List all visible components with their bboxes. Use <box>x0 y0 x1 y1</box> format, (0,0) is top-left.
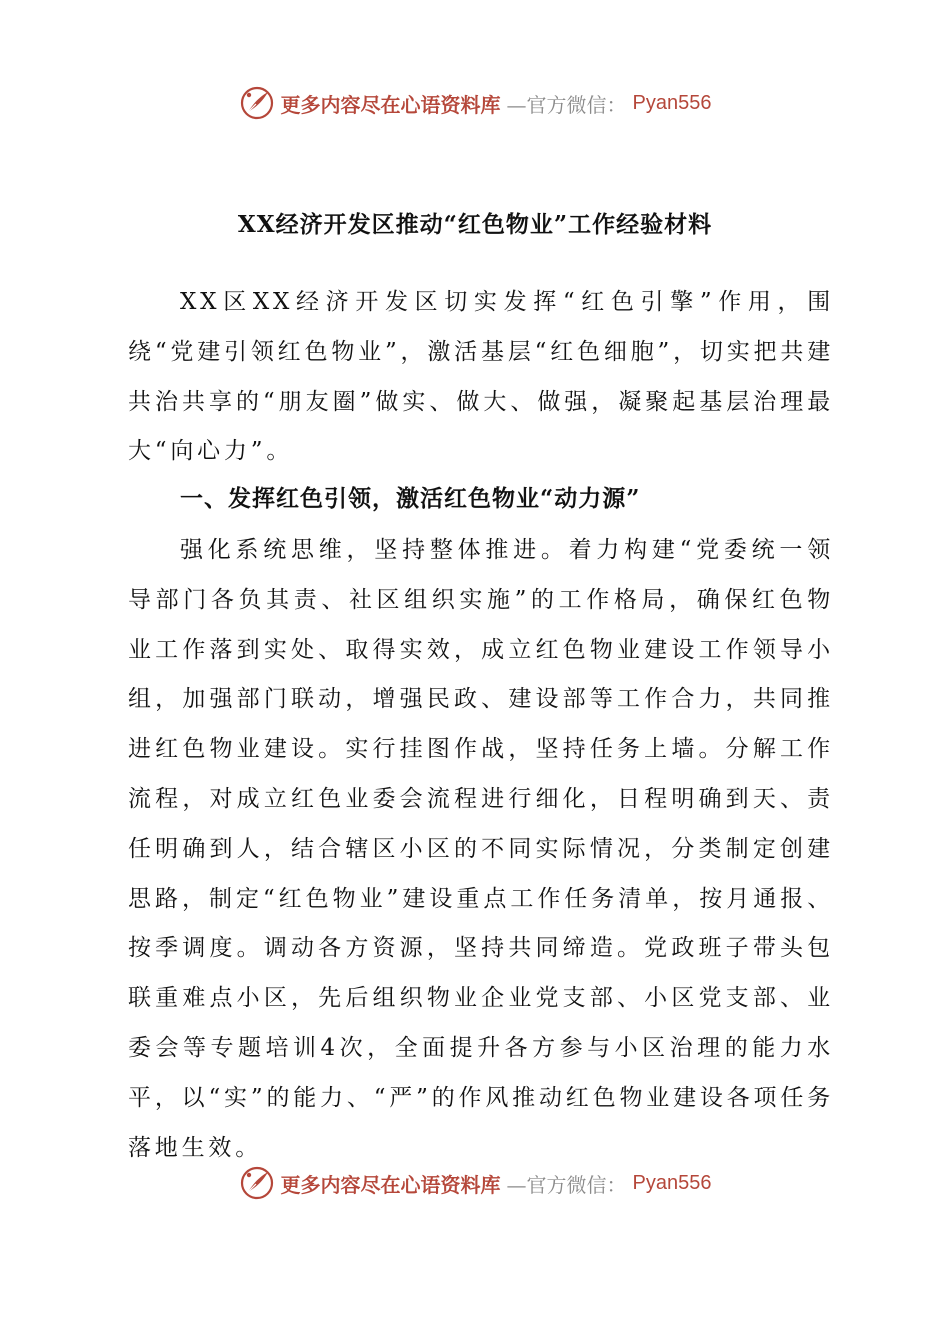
intro-paragraph: XX区XX经济开发区切实发挥“红色引擎”作用，围绕“党建引领红色物业”，激活基层“红色细胞”，切实把共建共治共享的“朋友圈”做实、做大、做强，凝聚起基层治理最大“向心力”。 <box>128 289 834 465</box>
quill-logo-icon <box>239 1165 275 1201</box>
banner-wechat-id: Pyan556 <box>632 1171 712 1194</box>
header-banner <box>0 83 950 123</box>
banner-main-text: 更多内容尽在心语资料库 <box>280 92 501 117</box>
footer-banner <box>0 1163 950 1203</box>
section-heading: 一、发挥红色引领，激活红色物业“动力源” <box>180 485 641 512</box>
document-title: XX经济开发区推动“红色物业”工作经验材料 <box>237 211 713 238</box>
banner-sub-text: —官方微信： <box>506 1172 627 1197</box>
banner-main-text: 更多内容尽在心语资料库 <box>280 1172 501 1197</box>
quill-logo-icon <box>239 85 275 121</box>
banner-sub-text: —官方微信： <box>506 92 627 117</box>
banner-wechat-id: Pyan556 <box>632 91 712 114</box>
section-paragraph: 强化系统思维，坚持整体推进。着力构建“党委统一领导部门各负其责、社区组织实施”的工作格局，确保红色物业工作落到实处、取得实效，成立红色物业建设工作领导小组，加强部门联动，增强民政、建设部等工作合力，共同推进红色物业建设。实行挂图作战，坚持任务上墙。分解工作流程，对成立红色业委会流程进行细化，日程明确到天、责任明确到人，结合辖区小区的不同实际情况，分类制定创建思路，制定“红色物业”建设重点工作任务清单，按月通报、按季调度。调动各方资源，坚持共同缔造。党政班子带头包联重难点小区，先后组织物业企业党支部、小区党支部、业委会等专题培训4次，全面提升各方参与小区治理的能力水平，以“实”的能力、“严”的作风推动红色物业建设各项任务落地生效。 <box>128 537 834 1161</box>
